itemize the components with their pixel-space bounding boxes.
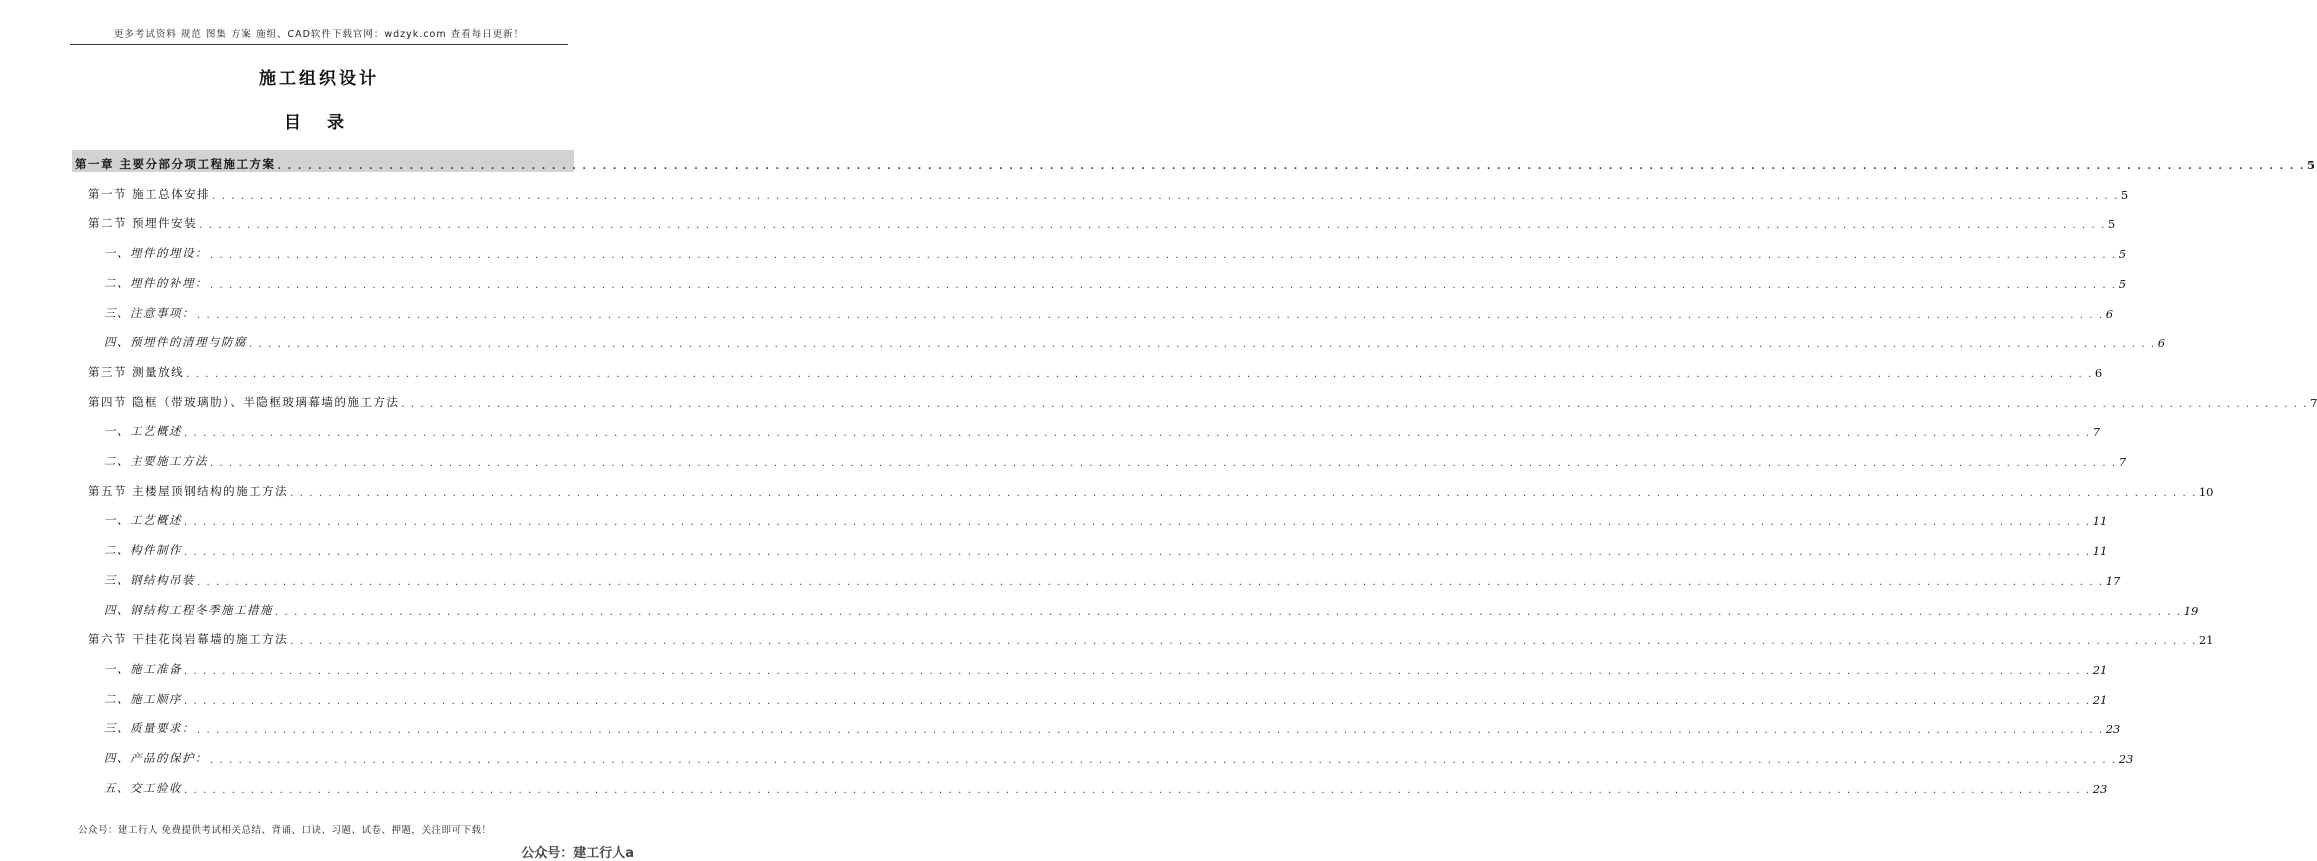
toc-entry-label: 二、构件制作 [104, 543, 182, 558]
toc-leader-dots: . . . . . . . . . . . . . . . . . . . . . . . . . . . . . . . . . . . . . . . . . . . . . . . . . . . . . . . . . . . . . . . . . . . . . . . . . . . . . . . . . . . . . . . . . . . . . . . . . . . . . . . . . . . . . . . . . . . . . . . . . . . . . . . . . . . . . . . . . . . . . . . . . . . . . . . . . . . . . . . . . . . . . . . . . . . . . . . . . . . . . . . . . . . . . . . . . . . . . . . . [197, 576, 2104, 588]
toc-entry-page: 6 [2157, 336, 2166, 351]
toc-leader-dots: . . . . . . . . . . . . . . . . . . . . . . . . . . . . . . . . . . . . . . . . . . . . . . . . . . . . . . . . . . . . . . . . . . . . . . . . . . . . . . . . . . . . . . . . . . . . . . . . . . . . . . . . . . . . . . . . . . . . . . . . . . . . . . . . . . . . . . . . . . . . . . . . . . . . . . . . . . . . . . . . . . . . . . . . . . . . . . . . . . . . . . . . . . . . . . . . . . . . . . . . [184, 547, 2091, 559]
toc-entry[interactable] [72, 209, 2116, 232]
toc-entry-page: 23 [2092, 781, 2108, 796]
toc-leader-dots: . . . . . . . . . . . . . . . . . . . . . . . . . . . . . . . . . . . . . . . . . . . . . . . . . . . . . . . . . . . . . . . . . . . . . . . . . . . . . . . . . . . . . . . . . . . . . . . . . . . . . . . . . . . . . . . . . . . . . . . . . . . . . . . . . . . . . . . . . . . . . . . . . . . . . . . . . . . . . . . . . . . . . . . . . . . . . . . . . . . . . . . . . . . . . . . . . . . . . . . . [184, 428, 2091, 440]
toc-entry-label: 三、质量要求： [104, 721, 195, 736]
toc-leader-dots: . . . . . . . . . . . . . . . . . . . . . . . . . . . . . . . . . . . . . . . . . . . . . . . . . . . . . . . . . . . . . . . . . . . . . . . . . . . . . . . . . . . . . . . . . . . . . . . . . . . . . . . . . . . . . . . . . . . . . . . . . . . . . . . . . . . . . . . . . . . . . . . . . . . . . . . . . . . . . . . . . . . . . . . . . . . . . . . . . . . . . . . . . . . . . . . . . . . . . . . . [210, 755, 2117, 766]
toc-leader-dots: . . . . . . . . . . . . . . . . . . . . . . . . . . . . . . . . . . . . . . . . . . . . . . . . . . . . . . . . . . . . . . . . . . . . . . . . . . . . . . . . . . . . . . . . . . . . . . . . . . . . . . . . . . . . . . . . . . . . . . . . . . . . . . . . . . . . . . . . . . . . . . . . . . . . . . . . . . . . . . . . . . . . . . . . . . . . . . . . . . . . . . . . . . . . . . . . . . . . . . . . [199, 220, 2106, 232]
toc-leader-dots: . . . . . . . . . . . . . . . . . . . . . . . . . . . . . . . . . . . . . . . . . . . . . . . . . . . . . . . . . . . . . . . . . . . . . . . . . . . . . . . . . . . . . . . . . . . . . . . . . . . . . . . . . . . . . . . . . . . . . . . . . . . . . . . . . . . . . . . . . . . . . . . . . . . . . . . . . . . . . . . . . . . . . . . . . . . . . . . . . . . . . . . . . . . . . . . . . . . . . . . . [210, 279, 2117, 291]
toc-leader-dots: . . . . . . . . . . . . . . . . . . . . . . . . . . . . . . . . . . . . . . . . . . . . . . . . . . . . . . . . . . . . . . . . . . . . . . . . . . . . . . . . . . . . . . . . . . . . . . . . . . . . . . . . . . . . . . . . . . . . . . . . . . . . . . . . . . . . . . . . . . . . . . . . . . . . . . . . . . . . . . . . . . . . . . . . . . . . . . . . . . . . . . . . . . . . . . . . . . . . . . . . [210, 250, 2117, 262]
toc-entry-page: 7 [2092, 425, 2101, 440]
toc-entry-label: 五、交工验收 [104, 780, 182, 795]
toc-entry-page: 17 [2105, 573, 2121, 588]
toc-heading: 目 录 [284, 113, 354, 133]
toc-entry-page: 21 [2092, 662, 2108, 677]
toc-entry[interactable] [72, 477, 2214, 499]
toc-entry-page: 5 [2307, 158, 2316, 172]
toc-entry[interactable] [72, 269, 2127, 291]
toc-leader-dots: . . . . . . . . . . . . . . . . . . . . . . . . . . . . . . . . . . . . . . . . . . . . . . . . . . . . . . . . . . . . . . . . . . . . . . . . . . . . . . . . . . . . . . . . . . . . . . . . . . . . . . . . . . . . . . . . . . . . . . . . . . . . . . . . . . . . . . . . . . . . . . . . . . . . . . . . . . . . . . . . . . . . . . . . . . . . . . . . . . . . . . . . . . . . . . . . . . . . . . . . [210, 458, 2117, 469]
toc-entry-label: 一、埋件的埋设： [104, 246, 208, 261]
toc-entry-label: 四、预埋件的清理与防腐 [104, 335, 247, 350]
watermark: 公众号：建工行人a [521, 846, 634, 861]
toc-entry[interactable] [72, 328, 2166, 351]
toc-entry-label: 一、工艺概述 [104, 513, 182, 528]
toc-entry-page: 7 [2310, 395, 2317, 410]
toc-entry-page: 21 [2198, 633, 2214, 648]
toc-entry[interactable] [72, 774, 2108, 796]
toc-leader-dots: . . . . . . . . . . . . . . . . . . . . . . . . . . . . . . . . . . . . . . . . . . . . . . . . . . . . . . . . . . . . . . . . . . . . . . . . . . . . . . . . . . . . . . . . . . . . . . . . . . . . . . . . . . . . . . . . . . . . . . . . . . . . . . . . . . . . . . . . . . . . . . . . . . . . . . . . . . . . . . . . . . . . . . . . . . . . . . . . . . . . . . . . . . . . . . . . . . . . . . . . [184, 695, 2091, 707]
toc-entry-label: 第一节 施工总体安排 [88, 186, 211, 201]
toc-entry-label: 二、埋件的补埋： [104, 275, 208, 290]
toc-entry-label: 四、钢结构工程冬季施工措施 [104, 602, 273, 617]
toc-leader-dots: . . . . . . . . . . . . . . . . . . . . . . . . . . . . . . . . . . . . . . . . . . . . . . . . . . . . . . . . . . . . . . . . . . . . . . . . . . . . . . . . . . . . . . . . . . . . . . . . . . . . . . . . . . . . . . . . . . . . . . . . . . . . . . . . . . . . . . . . . . . . . . . . . . . . . . . . . . . . . . . . . . . . . . . . . . . . . . . . . . . . . . . . . . . . . . . . . . . . . . . . [275, 606, 2182, 618]
document-title: 施工组织设计 [259, 69, 379, 89]
toc-entry-page: 19 [2183, 603, 2199, 618]
toc-entry[interactable] [72, 685, 2108, 707]
toc-leader-dots: . . . . . . . . . . . . . . . . . . . . . . . . . . . . . . . . . . . . . . . . . . . . . . . . . . . . . . . . . . . . . . . . . . . . . . . . . . . . . . . . . . . . . . . . . . . . . . . . . . . . . . . . . . . . . . . . . . . . . . . . . . . . . . . . . . . . . . . . . . . . . . . . . . . . . . . . . . . . . . . . . . . . . . . . . . . . . . . . . . . . . . . . . . . . . . . . . . . . . . . . [184, 517, 2091, 529]
toc-entry[interactable] [72, 596, 2199, 618]
toc-entry[interactable] [72, 506, 2108, 529]
toc-leader-dots: . . . . . . . . . . . . . . . . . . . . . . . . . . . . . . . . . . . . . . . . . . . . . . . . . . . . . . . . . . . . . . . . . . . . . . . . . . . . . . . . . . . . . . . . . . . . . . . . . . . . . . . . . . . . . . . . . . . . . . . . . . . . . . . . . . . . . . . . . . . . . . . . . . . . . . . . . . . . . . . . . . . . . . . . . . . . . . . . . . . . . . . . . . . . . . . . . . . . . . . . [290, 636, 2197, 648]
toc-entry-page: 21 [2092, 692, 2108, 707]
page-header: 更多考试资料 规范 图集 方案 施组、CAD软件下载官网：wdzyk.com 查看每日更新！ [70, 28, 568, 45]
toc-entry[interactable] [72, 150, 2316, 172]
toc-entry-page: 11 [2092, 514, 2108, 529]
toc-entry-label: 第六节 干挂花岗岩幕墙的施工方法 [88, 632, 289, 647]
toc-leader-dots: . . . . . . . . . . . . . . . . . . . . . . . . . . . . . . . . . . . . . . . . . . . . . . . . . . . . . . . . . . . . . . . . . . . . . . . . . . . . . . . . . . . . . . . . . . . . . . . . . . . . . . . . . . . . . . . . . . . . . . . . . . . . . . . . . . . . . . . . . . . . . . . . . . . . . . . . . . . . . . . . . . . . . . . . . . . . . . . . . . . . . . . . . . . . . . . . . . . . . . . . [197, 725, 2104, 737]
page-footer: 公众号：建工行人 免费提供考试相关总结、背诵、口诀、习题、试卷、押题，关注即可下载！ [78, 825, 492, 836]
toc-entry-label: 四、产品的保护： [104, 751, 208, 765]
toc-entry-page: 10 [2198, 484, 2214, 499]
toc-entry[interactable] [72, 358, 2103, 380]
toc-entry-page: 7 [2118, 455, 2127, 469]
toc-leader-dots: . . . . . . . . . . . . . . . . . . . . . . . . . . . . . . . . . . . . . . . . . . . . . . . . . . . . . . . . . . . . . . . . . . . . . . . . . . . . . . . . . . . . . . . . . . . . . . . . . . . . . . . . . . . . . . . . . . . . . . . . . . . . . . . . . . . . . . . . . . . . . . . . . . . . . . . . . . . . . . . . . . . . . . . . . . . . . . . . . . . . . . . . . . . . . . . . . . . . . . . . [184, 665, 2091, 677]
toc-entry[interactable] [72, 299, 2114, 321]
toc-entry-page: 23 [2118, 752, 2134, 766]
toc-entry-label: 第一章 主要分部分项工程施工方案 [75, 157, 276, 171]
toc-entry-label: 第三节 测量放线 [88, 364, 185, 379]
toc-leader-dots: . . . . . . . . . . . . . . . . . . . . . . . . . . . . . . . . . . . . . . . . . . . . . . . . . . . . . . . . . . . . . . . . . . . . . . . . . . . . . . . . . . . . . . . . . . . . . . . . . . . . . . . . . . . . . . . . . . . . . . . . . . . . . . . . . . . . . . . . . . . . . . . . . . . . . . . . . . . . . . . . . . . . . . . . . . . . . . . . . . . . . . . . . . . . . . . . . . . . . . . . [249, 339, 2156, 351]
toc-leader-dots: . . . . . . . . . . . . . . . . . . . . . . . . . . . . . . . . . . . . . . . . . . . . . . . . . . . . . . . . . . . . . . . . . . . . . . . . . . . . . . . . . . . . . . . . . . . . . . . . . . . . . . . . . . . . . . . . . . . . . . . . . . . . . . . . . . . . . . . . . . . . . . . . . . . . . . . . . . . . . . . . . . . . . . . . . . . . . . . . . . . . . . . . . . . . . . . . . . . . . . . . [212, 190, 2119, 202]
toc-entry-page: 6 [2105, 306, 2114, 321]
toc-entry-label: 三、钢结构吊装 [104, 572, 195, 587]
toc-entry[interactable] [72, 536, 2108, 559]
toc-entry-label: 第五节 主楼屋顶钢结构的施工方法 [88, 483, 289, 498]
toc-entry[interactable] [72, 655, 2108, 677]
toc-entry-label: 第二节 预埋件安装 [88, 216, 198, 231]
toc-entry-label: 二、施工顺序 [104, 691, 182, 706]
toc-leader-dots: . . . . . . . . . . . . . . . . . . . . . . . . . . . . . . . . . . . . . . . . . . . . . . . . . . . . . . . . . . . . . . . . . . . . . . . . . . . . . . . . . . . . . . . . . . . . . . . . . . . . . . . . . . . . . . . . . . . . . . . . . . . . . . . . . . . . . . . . . . . . . . . . . . . . . . . . . . . . . . . . . . . . . . . . . . . . . . . . . . . . . . . . . . . . . . . . . . . . . . . . [186, 368, 2093, 380]
toc-leader-dots: . . . . . . . . . . . . . . . . . . . . . . . . . . . . . . . . . . . . . . . . . . . . . . . . . . . . . . . . . . . . . . . . . . . . . . . . . . . . . . . . . . . . . . . . . . . . . . . . . . . . . . . . . . . . . . . . . . . . . . . . . . . . . . . . . . . . . . . . . . . . . . . . . . . . . . . . . . . . . . . . . . . . . . . . . . . . . . . . . . . . . . . . . . . . . . . . . . . . . . . . [401, 398, 2309, 410]
toc-entry-page: 5 [2107, 217, 2116, 232]
toc-entry-page: 5 [2120, 187, 2129, 202]
toc-leader-dots: . . . . . . . . . . . . . . . . . . . . . . . . . . . . . . . . . . . . . . . . . . . . . . . . . . . . . . . . . . . . . . . . . . . . . . . . . . . . . . . . . . . . . . . . . . . . . . . . . . . . . . . . . . . . . . . . . . . . . . . . . . . . . . . . . . . . . . . . . . . . . . . . . . . . . . . . . . . . . . . . . . . . . . . . . . . . . . . . . . . . . . . . . . . . . . . . . . . . . . . . [184, 784, 2091, 796]
toc-entry[interactable] [72, 388, 2317, 410]
toc-leader-dots: . . . . . . . . . . . . . . . . . . . . . . . . . . . . . . . . . . . . . . . . . . . . . . . . . . . . . . . . . . . . . . . . . . . . . . . . . . . . . . . . . . . . . . . . . . . . . . . . . . . . . . . . . . . . . . . . . . . . . . . . . . . . . . . . . . . . . . . . . . . . . . . . . . . . . . . . . . . . . . . . . . . . . . . . . . . . . . . . . . . . . . . . . . . . . . . . . . . . . . . . [197, 309, 2104, 321]
toc-entry[interactable] [72, 180, 2129, 202]
toc-entry-label: 一、工艺概述 [104, 424, 182, 439]
toc-entry[interactable] [72, 447, 2127, 469]
toc-entry-label: 二、主要施工方法 [104, 454, 208, 468]
toc-entry-page: 5 [2118, 247, 2127, 262]
toc-entry-page: 23 [2105, 722, 2121, 737]
toc-entry-label: 第四节 隐框（带玻璃肋）、半隐框玻璃幕墙的施工方法 [88, 394, 400, 409]
toc-entry[interactable] [72, 417, 2101, 440]
toc-entry[interactable] [72, 239, 2127, 262]
toc-entry-label: 一、施工准备 [104, 661, 182, 676]
toc-entry[interactable] [72, 566, 2121, 588]
toc-entry-page: 5 [2118, 276, 2127, 291]
toc-entry-page: 6 [2094, 365, 2103, 380]
toc-entry[interactable] [72, 744, 2134, 766]
toc-entry-label: 三、注意事项： [104, 305, 195, 320]
toc-entry[interactable] [72, 714, 2121, 737]
toc-entry-page: 11 [2092, 544, 2108, 559]
toc-leader-dots: . . . . . . . . . . . . . . . . . . . . . . . . . . . . . . . . . . . . . . . . . . . . . . . . . . . . . . . . . . . . . . . . . . . . . . . . . . . . . . . . . . . . . . . . . . . . . . . . . . . . . . . . . . . . . . . . . . . . . . . . . . . . . . . . . . . . . . . . . . . . . . . . . . . . . . . . . . . . . . . . . . . . . . . . . . . . . . . . . . . . . . . . . . . . . . . . . . . . . . . . [277, 161, 2306, 172]
toc-leader-dots: . . . . . . . . . . . . . . . . . . . . . . . . . . . . . . . . . . . . . . . . . . . . . . . . . . . . . . . . . . . . . . . . . . . . . . . . . . . . . . . . . . . . . . . . . . . . . . . . . . . . . . . . . . . . . . . . . . . . . . . . . . . . . . . . . . . . . . . . . . . . . . . . . . . . . . . . . . . . . . . . . . . . . . . . . . . . . . . . . . . . . . . . . . . . . . . . . . . . . . . . [290, 487, 2197, 499]
toc-entry[interactable] [72, 625, 2214, 648]
